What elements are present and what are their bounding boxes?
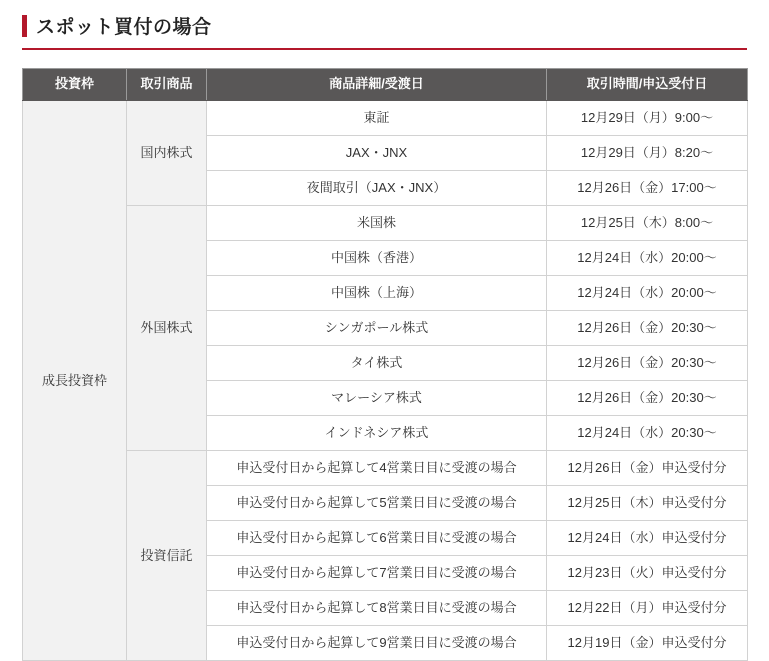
cell-investment-frame: 成長投資枠 xyxy=(23,100,127,660)
cell-detail: 申込受付日から起算して6営業日目に受渡の場合 xyxy=(207,520,547,555)
cell-detail: 申込受付日から起算して7営業日目に受渡の場合 xyxy=(207,555,547,590)
page-title: スポット買付の場合 xyxy=(36,17,212,38)
column-header-detail: 商品詳細/受渡日 xyxy=(207,69,547,101)
cell-product-foreign-stocks: 外国株式 xyxy=(127,205,207,450)
cell-detail: インドネシア株式 xyxy=(207,415,547,450)
cell-detail: 夜間取引（JAX・JNX） xyxy=(207,170,547,205)
cell-detail: 申込受付日から起算して5営業日目に受渡の場合 xyxy=(207,485,547,520)
table-header xyxy=(23,69,748,101)
table-body xyxy=(23,100,748,660)
column-header-investment-frame: 投資枠 xyxy=(23,69,127,101)
cell-time: 12月24日（水）20:00～ xyxy=(547,275,748,310)
column-header-time: 取引時間/申込受付日 xyxy=(547,69,748,101)
cell-time: 12月26日（金）20:30～ xyxy=(547,310,748,345)
table-row xyxy=(23,205,748,240)
heading-accent-bar xyxy=(22,15,27,37)
cell-detail: 中国株（香港） xyxy=(207,240,547,275)
page-heading-container xyxy=(22,0,747,50)
cell-detail: マレーシア株式 xyxy=(207,380,547,415)
cell-time: 12月25日（木）申込受付分 xyxy=(547,485,748,520)
table-row xyxy=(23,450,748,485)
cell-time: 12月29日（月）8:20～ xyxy=(547,135,748,170)
spot-purchase-schedule-table xyxy=(22,68,748,661)
cell-detail: シンガポール株式 xyxy=(207,310,547,345)
column-header-product: 取引商品 xyxy=(127,69,207,101)
cell-time: 12月24日（水）20:00～ xyxy=(547,240,748,275)
cell-detail: タイ株式 xyxy=(207,345,547,380)
cell-detail: 米国株 xyxy=(207,205,547,240)
cell-product-domestic-stocks: 国内株式 xyxy=(127,100,207,205)
page-title-row xyxy=(22,10,747,50)
cell-detail: 東証 xyxy=(207,100,547,135)
cell-time: 12月24日（水）申込受付分 xyxy=(547,520,748,555)
cell-time: 12月26日（金）17:00～ xyxy=(547,170,748,205)
cell-time: 12月22日（月）申込受付分 xyxy=(547,590,748,625)
table-header-row xyxy=(23,69,748,101)
cell-time: 12月29日（月）9:00～ xyxy=(547,100,748,135)
cell-product-investment-trust: 投資信託 xyxy=(127,450,207,660)
cell-time: 12月26日（金）20:30～ xyxy=(547,380,748,415)
cell-detail: 申込受付日から起算して4営業日目に受渡の場合 xyxy=(207,450,547,485)
cell-time: 12月26日（金）20:30～ xyxy=(547,345,748,380)
schedule-table-container xyxy=(22,68,747,661)
table-row xyxy=(23,100,748,135)
cell-detail: 中国株（上海） xyxy=(207,275,547,310)
cell-time: 12月24日（水）20:30～ xyxy=(547,415,748,450)
cell-time: 12月19日（金）申込受付分 xyxy=(547,625,748,660)
cell-time: 12月23日（火）申込受付分 xyxy=(547,555,748,590)
cell-detail: 申込受付日から起算して9営業日目に受渡の場合 xyxy=(207,625,547,660)
cell-detail: 申込受付日から起算して8営業日目に受渡の場合 xyxy=(207,590,547,625)
cell-time: 12月26日（金）申込受付分 xyxy=(547,450,748,485)
cell-time: 12月25日（木）8:00～ xyxy=(547,205,748,240)
cell-detail: JAX・JNX xyxy=(207,135,547,170)
